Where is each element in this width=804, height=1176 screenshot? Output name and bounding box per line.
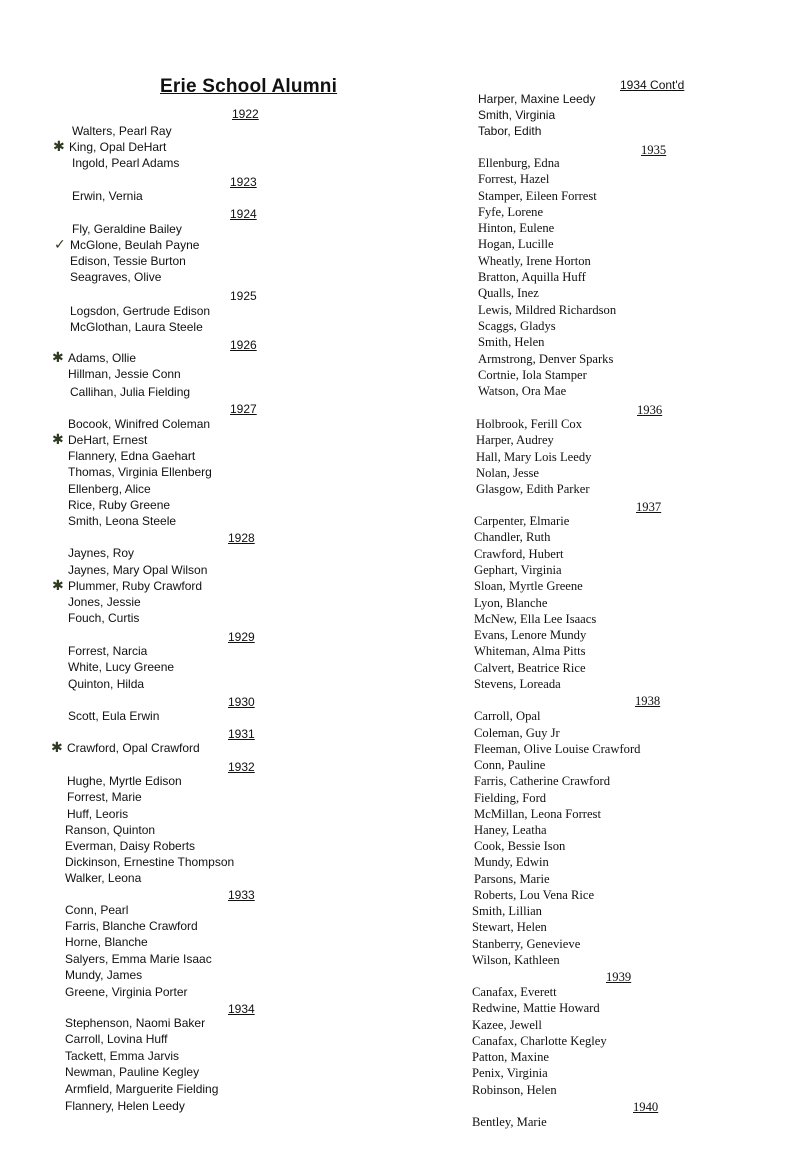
class-year-heading: 1938 [635,694,661,708]
alumni-name: Forrest, Marie [67,790,142,804]
class-year-heading: 1936 [637,403,663,417]
class-year-heading: 1933 [228,888,255,902]
star-mark-icon: ✱ [52,578,64,594]
alumni-name: Thomas, Virginia Ellenberg [68,465,212,479]
alumni-name: Cook, Bessie Ison [474,839,566,853]
alumni-name: Ellenberg, Alice [68,482,151,496]
class-year-heading: 1928 [228,531,255,545]
alumni-name: Canafax, Everett [472,985,557,999]
alumni-name: McNew, Ella Lee Isaacs [474,612,597,626]
alumni-name: Jones, Jessie [68,595,141,609]
alumni-name: Newman, Pauline Kegley [65,1065,200,1079]
alumni-name: Huff, Leoris [67,807,129,821]
alumni-name: Carroll, Opal [474,709,541,723]
star-mark-icon: ✱ [52,350,64,366]
alumni-name: Coleman, Guy Jr [474,726,560,740]
alumni-name: Carpenter, Elmarie [474,514,570,528]
alumni-name: Ranson, Quinton [65,823,156,837]
alumni-name: Penix, Virginia [472,1066,548,1080]
alumni-name: Hillman, Jessie Conn [68,367,181,381]
alumni-name: Glasgow, Edith Parker [476,482,590,496]
class-year-heading: 1925 [230,289,257,303]
alumni-name: Fly, Geraldine Bailey [72,222,182,236]
alumni-name: Hinton, Eulene [478,221,555,235]
class-year-heading: 1924 [230,207,257,221]
alumni-name: Hogan, Lucille [478,237,554,251]
alumni-name: Flannery, Edna Gaehart [68,449,196,463]
alumni-name: Rice, Ruby Greene [68,498,171,512]
alumni-name: Harper, Maxine Leedy [478,92,596,106]
alumni-name: Stewart, Helen [472,920,547,934]
alumni-name: King, Opal DeHart [69,140,167,154]
alumni-name: Haney, Leatha [474,823,547,837]
class-year-heading: 1940 [633,1100,659,1114]
alumni-name: Wheatly, Irene Horton [478,254,591,268]
class-year-heading: 1930 [228,695,255,709]
class-year-heading: 1939 [606,970,632,984]
star-mark-icon: ✱ [52,432,64,448]
class-year-heading: 1931 [228,727,255,741]
class-year-heading: 1929 [228,630,255,644]
alumni-name: Stevens, Loreada [474,677,561,691]
alumni-name: Fielding, Ford [474,791,547,805]
alumni-name: Hall, Mary Lois Leedy [476,450,592,464]
star-mark-icon: ✱ [51,740,63,756]
alumni-name: Jaynes, Mary Opal Wilson [68,563,208,577]
alumni-name: Plummer, Ruby Crawford [68,579,203,593]
alumni-name: Horne, Blanche [65,935,148,949]
alumni-name: Dickinson, Ernestine Thompson [65,855,235,869]
alumni-name: Evans, Lenore Mundy [474,628,587,642]
alumni-name: Fyfe, Lorene [478,205,544,219]
alumni-name: Smith, Leona Steele [68,514,177,528]
alumni-name: White, Lucy Greene [68,660,175,674]
alumni-name: Carroll, Lovina Huff [65,1032,168,1046]
alumni-name: Edison, Tessie Burton [70,254,186,268]
alumni-name: McMillan, Leona Forrest [474,807,601,821]
check-mark-icon: ✓ [54,237,66,253]
alumni-name: Whiteman, Alma Pitts [474,644,586,658]
page-title: Erie School Alumni [160,76,338,97]
alumni-name: Scott, Eula Erwin [68,709,160,723]
alumni-name: Forrest, Hazel [478,172,550,186]
alumni-name: Greene, Virginia Porter [65,985,188,999]
alumni-name: Gephart, Virginia [474,563,562,577]
alumni-name: Sloan, Myrtle Greene [474,579,583,593]
alumni-name: Flannery, Helen Leedy [65,1099,185,1113]
alumni-name: Stephenson, Naomi Baker [65,1016,206,1030]
alumni-name: Holbrook, Ferill Cox [476,417,582,431]
alumni-name: Roberts, Lou Vena Rice [474,888,595,902]
alumni-name: Quinton, Hilda [68,677,145,691]
alumni-name: Crawford, Hubert [474,547,564,561]
class-year-heading: 1935 [641,143,667,157]
alumni-name: Stanberry, Genevieve [472,937,581,951]
alumni-name: Lewis, Mildred Richardson [478,303,617,317]
alumni-name: Redwine, Mattie Howard [472,1001,600,1015]
alumni-name: Salyers, Emma Marie Isaac [65,952,212,966]
alumni-name: Logsdon, Gertrude Edison [70,304,211,318]
alumni-name: Everman, Daisy Roberts [65,839,196,853]
alumni-name: Calvert, Beatrice Rice [474,661,586,675]
class-year-heading: 1926 [230,338,257,352]
class-year-heading: 1922 [232,107,259,121]
alumni-name: Smith, Helen [478,335,545,349]
alumni-name: Hughe, Myrtle Edison [67,774,182,788]
alumni-name: Bentley, Marie [472,1115,547,1129]
alumni-name: Ingold, Pearl Adams [72,156,180,170]
alumni-name: Parsons, Marie [474,872,550,886]
alumni-name: Bocook, Winifred Coleman [68,417,211,431]
class-year-heading: 1927 [230,402,257,416]
alumni-name: Conn, Pearl [65,903,129,917]
alumni-name: Tackett, Emma Jarvis [65,1049,180,1063]
alumni-name: Bratton, Aquilla Huff [478,270,586,284]
class-year-heading: 1932 [228,760,255,774]
alumni-name: Walker, Leona [65,871,142,885]
alumni-name: Patton, Maxine [472,1050,549,1064]
alumni-name: Kazee, Jewell [472,1018,542,1032]
alumni-name: Robinson, Helen [472,1083,557,1097]
alumni-name: Canafax, Charlotte Kegley [472,1034,607,1048]
alumni-name: Chandler, Ruth [474,530,551,544]
alumni-name: Armstrong, Denver Sparks [478,352,614,366]
alumni-name: Mundy, Edwin [474,855,549,869]
alumni-name: Jaynes, Roy [68,546,135,560]
alumni-name: Stamper, Eileen Forrest [478,189,597,203]
alumni-name: Cortnie, Iola Stamper [478,368,587,382]
alumni-name: Callihan, Julia Fielding [70,385,191,399]
star-mark-icon: ✱ [53,139,65,155]
alumni-name: Wilson, Kathleen [472,953,560,967]
alumni-name: Seagraves, Olive [70,270,162,284]
alumni-name: Nolan, Jesse [476,466,539,480]
alumni-name: Conn, Pauline [474,758,546,772]
alumni-name: Armfield, Marguerite Fielding [65,1082,219,1096]
alumni-name: Mundy, James [65,968,143,982]
alumni-name: Ellenburg, Edna [478,156,560,170]
alumni-name: DeHart, Ernest [68,433,148,447]
alumni-name: McGlone, Beulah Payne [70,238,200,252]
alumni-name: Watson, Ora Mae [478,384,567,398]
alumni-name: Tabor, Edith [478,124,542,138]
class-year-heading: 1934 [228,1002,255,1016]
alumni-name: Walters, Pearl Ray [72,124,172,138]
alumni-name: McGlothan, Laura Steele [70,320,203,334]
alumni-name: Fleeman, Olive Louise Crawford [474,742,641,756]
alumni-name: Erwin, Vernia [72,189,143,203]
class-year-heading: 1934 Cont'd [620,78,685,92]
alumni-name: Lyon, Blanche [474,596,548,610]
alumni-name: Smith, Virginia [478,108,556,122]
alumni-name: Scaggs, Gladys [478,319,556,333]
alumni-name: Qualls, Inez [478,286,539,300]
alumni-name: Farris, Blanche Crawford [65,919,198,933]
alumni-name: Farris, Catherine Crawford [474,774,611,788]
alumni-name: Harper, Audrey [476,433,554,447]
alumni-name: Crawford, Opal Crawford [67,741,200,755]
class-year-heading: 1937 [636,500,662,514]
alumni-name: Forrest, Narcia [68,644,148,658]
class-year-heading: 1923 [230,175,257,189]
alumni-name: Fouch, Curtis [68,611,140,625]
alumni-name: Smith, Lillian [472,904,542,918]
alumni-name: Adams, Ollie [68,351,137,365]
